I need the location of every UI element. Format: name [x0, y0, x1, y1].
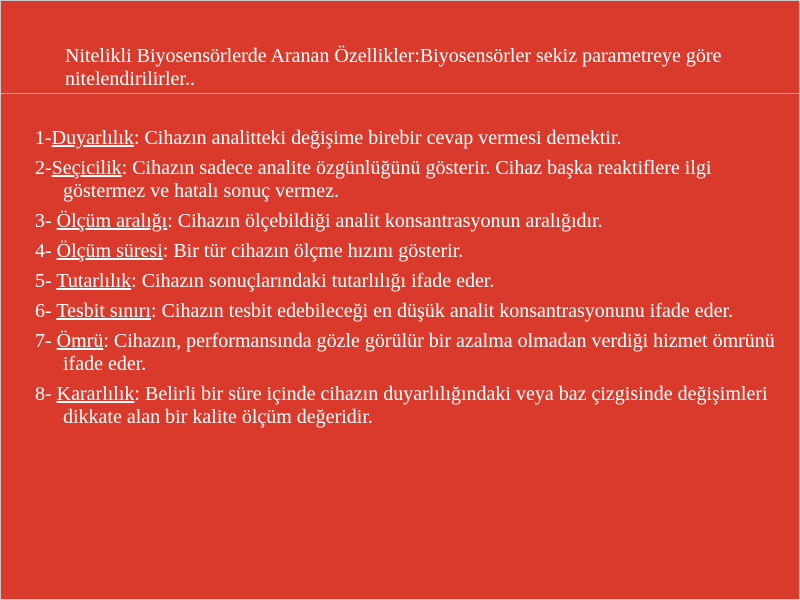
item-term: Tutarlılık [56, 270, 132, 292]
list-item-measurement-time [35, 240, 775, 263]
item-term: Ölçüm aralığı [56, 210, 168, 232]
item-description: : Cihazın analitteki değişime birebir cevap vermesi demektir. [133, 127, 622, 149]
item-number: 5- [35, 270, 57, 292]
item-number: 3- [35, 210, 57, 232]
item-term: Ölçüm süresi [56, 240, 163, 262]
list-item-sensitivity [35, 127, 775, 150]
item-description: : Cihazın sadece analite özgünlüğünü gösterir. Cihaz başka reaktiflere ilgi göstermez ve hatalı sonuç vermez. [63, 157, 712, 202]
slide-title: Nitelikli Biyosensörlerde Aranan Özellikler:Biyosensörler sekiz parametreye göre nitelendirilirler.. [65, 45, 722, 90]
item-number: 1- [35, 127, 52, 149]
list-item-selectivity [35, 157, 775, 203]
item-term: Seçicilik [51, 157, 122, 179]
item-number: 6- [35, 300, 57, 322]
list-item-consistency [35, 270, 775, 293]
parameter-list [35, 127, 775, 436]
item-description: : Cihazın sonuçlarındaki tutarlılığı ifade eder. [131, 270, 495, 292]
item-term: Ömrü [56, 330, 104, 352]
item-description: : Cihazın ölçebildiği analit konsantrasyonun aralığıdır. [167, 210, 603, 232]
item-number: 2- [35, 157, 52, 179]
item-description: : Cihazın tesbit edebileceği en düşük analit konsantrasyonunu ifade eder. [151, 300, 734, 322]
list-item-stability [35, 383, 775, 429]
item-number: 8- [35, 383, 57, 405]
title-divider [1, 93, 800, 94]
item-number: 7- [35, 330, 57, 352]
item-description: : Belirli bir süre içinde cihazın duyarlılığındaki veya baz çizgisinde değişimleri dikkate alan bir kalite ölçüm değeridir. [63, 383, 768, 428]
item-term: Kararlılık [56, 383, 135, 405]
item-description: : Cihazın, performansında gözle görülür bir azalma olmadan verdiği hizmet ömrünü ifade eder. [63, 330, 775, 375]
item-description: : Bir tür cihazın ölçme hızını gösterir. [162, 240, 464, 262]
list-item-measurement-range [35, 210, 775, 233]
list-item-lifetime [35, 330, 775, 376]
item-term: Duyarlılık [51, 127, 134, 149]
list-item-detection-limit [35, 300, 775, 323]
item-term: Tesbit sınırı [56, 300, 152, 322]
item-number: 4- [35, 240, 57, 262]
